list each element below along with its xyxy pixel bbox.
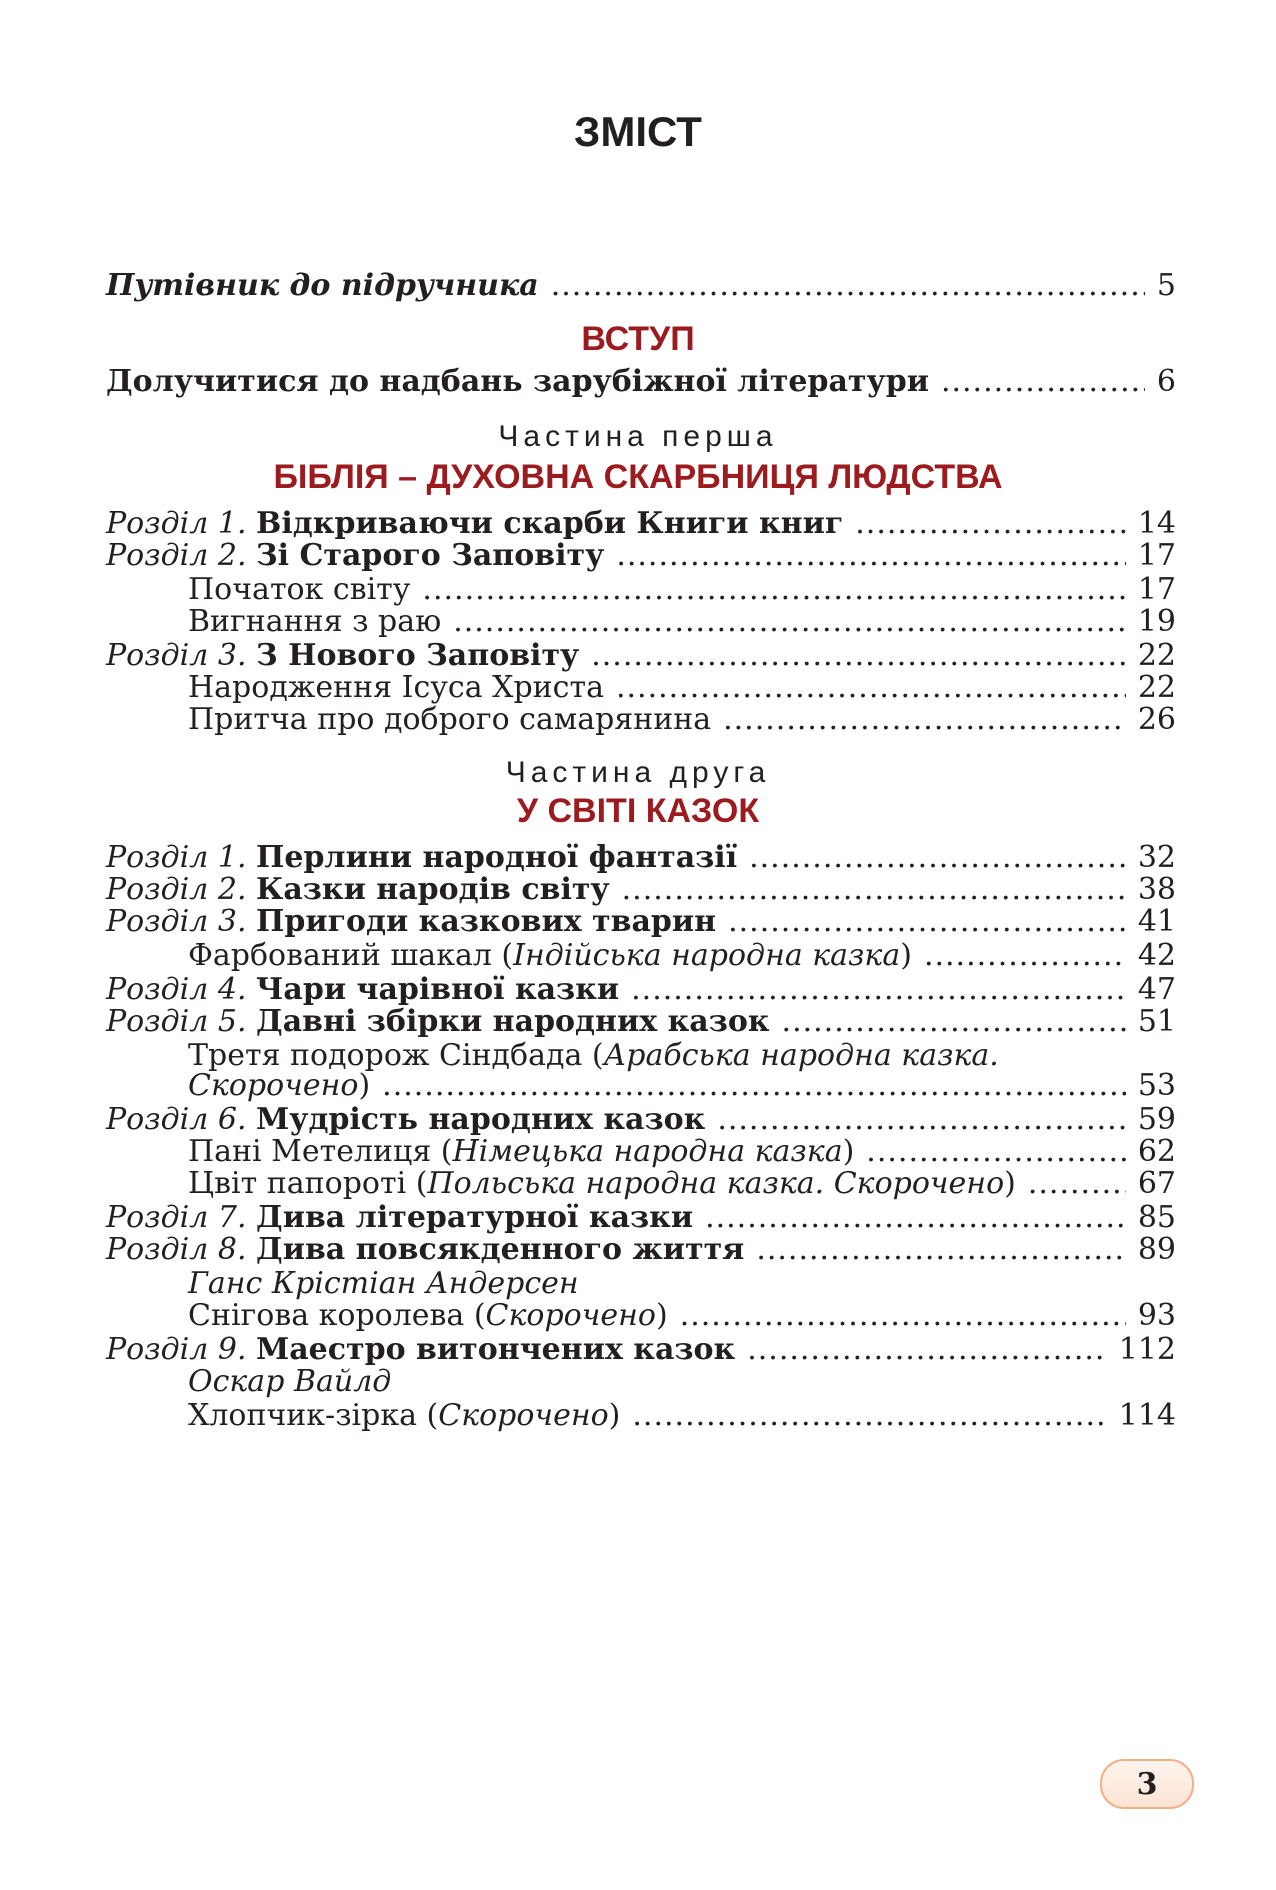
chapter-prefix: Розділ 1. [106,840,247,875]
leader-dots [941,364,1145,399]
toc-entry-guide[interactable] [106,268,1176,308]
toc-label: Давні збірки народних казок [256,1004,770,1039]
toc-label: Початок світу [188,572,411,607]
leader-dots [382,1068,1126,1103]
toc-label-italic: Скорочено [188,1068,359,1103]
chapter-prefix: Розділ 9. [106,1332,247,1367]
toc-page: 41 [1137,904,1176,939]
toc-entry-item[interactable] [188,702,1176,742]
toc-page: 114 [1118,1398,1176,1433]
toc-label: Відкриваючи скарби Книги книг [256,506,844,541]
section-heading-intro: ВСТУП [581,320,695,358]
author-name: Ганс Крістіан Андерсен [188,1266,579,1301]
leader-dots [924,938,1126,973]
toc-page: 67 [1137,1166,1176,1201]
leader-dots [680,1298,1126,1333]
toc-page: 38 [1137,872,1176,907]
leader-dots [717,1102,1125,1137]
toc-label: Пані Метелиця ( [188,1134,453,1169]
leader-dots [782,1004,1126,1039]
toc-page: 47 [1137,972,1176,1007]
leader-dots [866,1134,1126,1169]
toc-label-italic: Польська народна казка. Скорочено [427,1166,1005,1201]
toc-page: 93 [1137,1298,1176,1333]
chapter-prefix: Розділ 3. [106,638,247,673]
section-heading-bible: БІБЛІЯ – ДУХОВНА СКАРБНИЦЯ ЛЮДСТВА [273,458,1003,496]
part-label-first: Частина перша [498,420,778,453]
leader-dots [591,638,1126,673]
section-heading-tales: У СВІТІ КАЗОК [516,792,760,830]
toc-page: 6 [1156,364,1176,399]
toc-label-end: ) [358,1068,371,1103]
toc-page: 51 [1137,1004,1176,1039]
chapter-prefix: Розділ 3. [106,904,247,939]
chapter-prefix: Розділ 4. [106,972,247,1007]
leader-dots [749,840,1126,875]
toc-label: Народження Ісуса Христа [188,670,604,705]
toc-label: Маестро витончених казок [256,1332,736,1367]
leader-dots [756,1232,1125,1267]
toc-label: Казки народів світу [256,872,610,907]
leader-dots [616,538,1126,573]
leader-dots [453,604,1126,639]
toc-label-end: ) [655,1298,668,1333]
leader-dots [705,1200,1126,1235]
toc-entry-intro[interactable] [106,364,1176,404]
toc-page: 14 [1137,506,1176,541]
toc-label: Путівник до підручника [106,268,539,303]
toc-label: Долучитися до надбань зарубіжної літератури [106,364,929,399]
leader-dots [632,1398,1106,1433]
toc-label: Снігова королева ( [188,1298,486,1333]
toc-label: Мудрість народних казок [256,1102,706,1137]
page-number-badge: 3 [1100,1759,1194,1809]
toc-label-end: ) [608,1398,621,1433]
leader-dots [616,670,1126,705]
toc-page: 42 [1137,938,1176,973]
leader-dots [422,572,1125,607]
toc-label-italic: Арабська народна казка. [603,1038,999,1073]
toc-entry-item[interactable] [188,1398,1176,1438]
toc-label: Хлопчик-зірка ( [188,1398,439,1433]
toc-label: Перлини народної фантазії [256,840,738,875]
toc-page: 17 [1137,538,1176,573]
leader-dots [1028,1166,1126,1201]
toc-label-italic: Скорочено [485,1298,656,1333]
leader-dots [728,904,1126,939]
toc-page: 89 [1137,1232,1176,1267]
chapter-prefix: Розділ 2. [106,872,247,907]
chapter-prefix: Розділ 7. [106,1200,247,1235]
toc-page: 17 [1137,572,1176,607]
chapter-prefix: Розділ 1. [106,506,247,541]
part-label-second: Частина друга [505,756,771,789]
toc-page: 53 [1137,1068,1176,1103]
toc-page: 22 [1137,638,1176,673]
toc-label: Вигнання з раю [188,604,442,639]
toc-label: Пригоди казкових тварин [256,904,717,939]
toc-label: Зі Старого Заповіту [256,538,605,573]
leader-dots [551,268,1145,303]
toc-page: 32 [1137,840,1176,875]
toc-page: 5 [1156,268,1176,303]
toc-label-end: ) [1004,1166,1016,1201]
toc-page: 85 [1137,1200,1176,1235]
author-name: Оскар Вайлд [188,1364,392,1399]
toc-label-end: ) [842,1134,855,1169]
chapter-prefix: Розділ 6. [106,1102,247,1137]
toc-label-italic: Індійська народна казка [513,938,901,973]
chapter-prefix: Розділ 2. [106,538,247,573]
page-title: ЗМІСТ [574,108,702,155]
leader-dots [747,1332,1107,1367]
toc-label: Цвіт папороті ( [188,1166,428,1201]
toc-label: Дива повсякденного життя [256,1232,745,1267]
toc-label: Третя подорож Сіндбада ( [188,1038,604,1073]
toc-label: Чари чарівної казки [256,972,620,1007]
leader-dots [723,702,1126,737]
toc-label-end: ) [900,938,912,973]
toc-page: 112 [1118,1332,1176,1367]
chapter-prefix: Розділ 8. [106,1232,247,1267]
toc-label-italic: Скорочено [438,1398,609,1433]
toc-label: Дива літературної казки [256,1200,694,1235]
leader-dots [631,972,1126,1007]
toc-page: 19 [1137,604,1176,639]
toc-label: З Нового Заповіту [256,638,580,673]
toc-page: 22 [1137,670,1176,705]
chapter-prefix: Розділ 5. [106,1004,247,1039]
toc-page: 62 [1137,1134,1176,1169]
toc-label: Фарбований шакал ( [188,938,514,973]
toc-label-italic: Німецька народна казка [452,1134,843,1169]
leader-dots [855,506,1126,541]
toc-page: 26 [1137,702,1176,737]
toc-page: 59 [1137,1102,1176,1137]
leader-dots [622,872,1126,907]
toc-label: Притча про доброго самарянина [188,702,712,737]
